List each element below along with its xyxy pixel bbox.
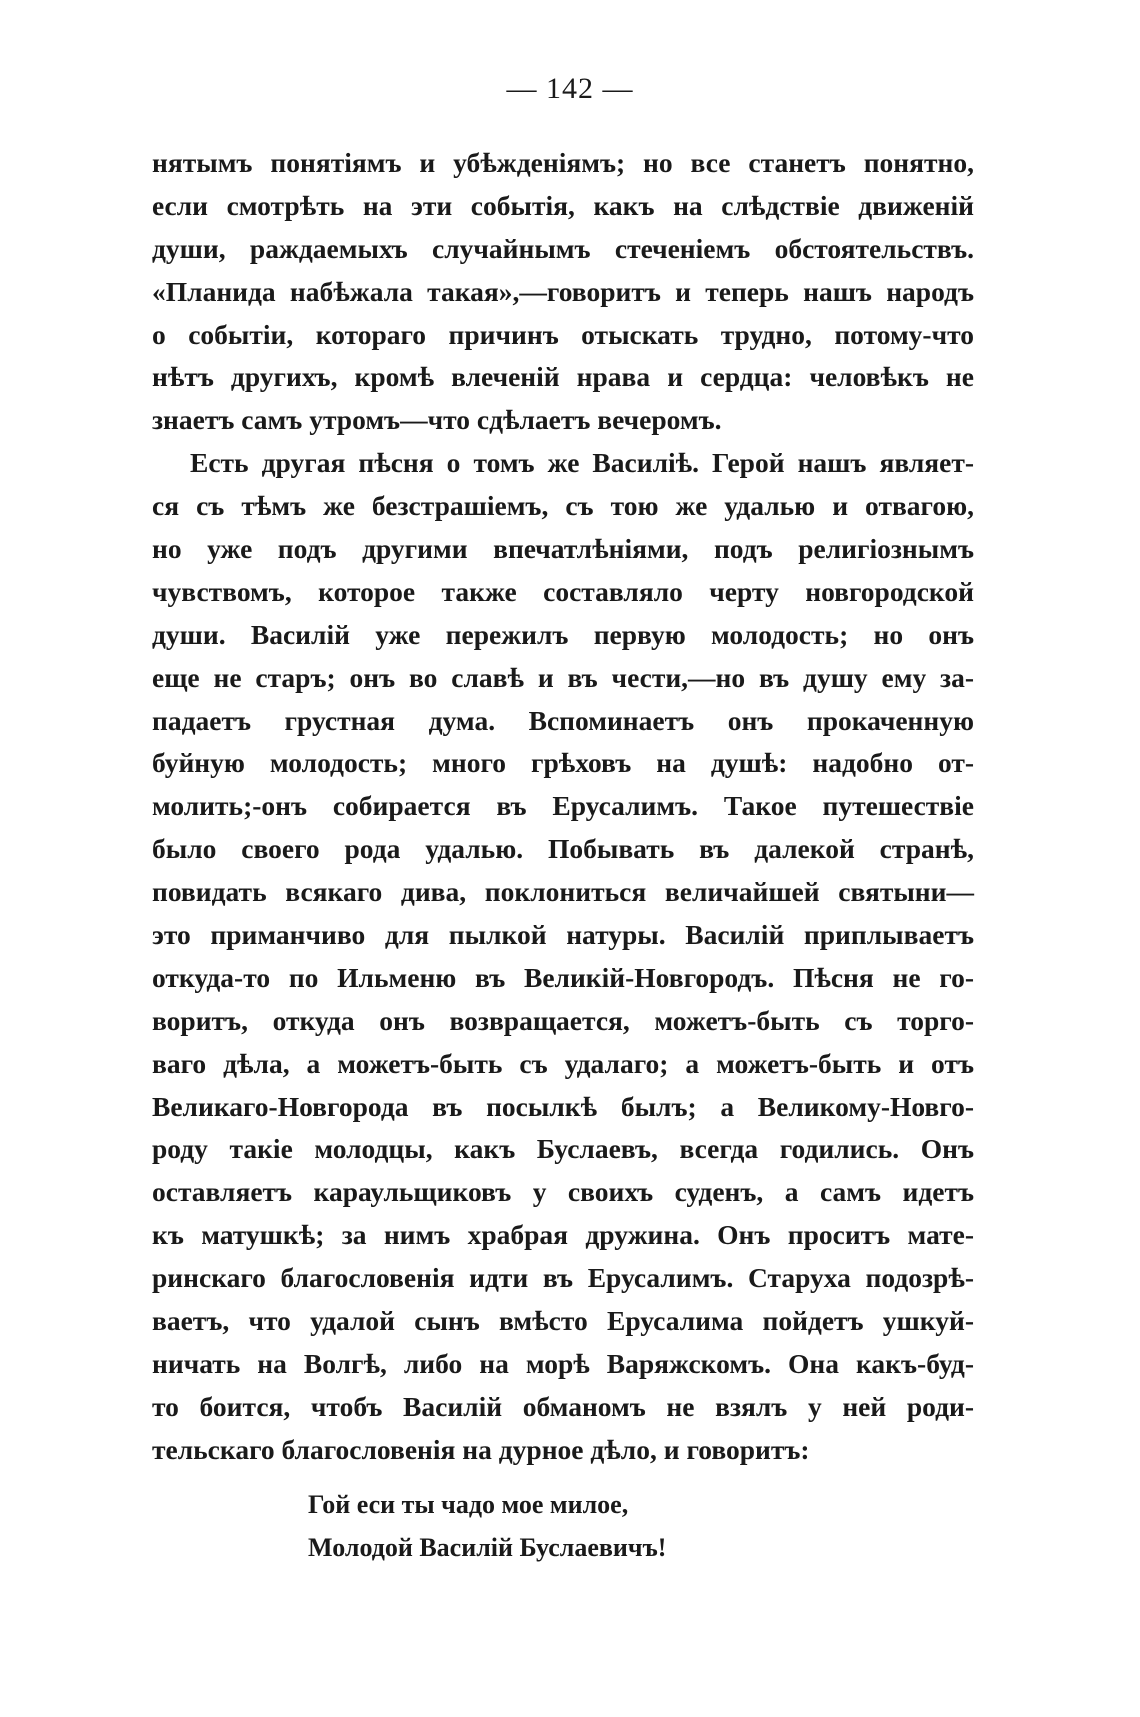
- body-text: [152, 142, 974, 1472]
- verse-line: Гой еси ты чадо мое милое,: [308, 1490, 629, 1519]
- page-number: — 142 —: [506, 72, 634, 105]
- text-line: если смотрѣть на эти событія, какъ на слѣдствіе движеній: [152, 189, 974, 221]
- text-line: ничать на Волгѣ, либо на морѣ Варяжскомъ. Она какъ-буд-: [152, 1347, 974, 1379]
- paragraph-2: [152, 442, 974, 1471]
- text-line: буйную молодость; много грѣховъ на душѣ: надобно от-: [152, 747, 974, 779]
- text-line: ся съ тѣмъ же безстрашіемъ, съ тою же удалью и отвагою,: [152, 490, 974, 522]
- text-line: къ матушкѣ; за нимъ храбрая дружина. Онъ проситъ мате-: [152, 1219, 974, 1251]
- text-line: повидать всякаго дива, поклониться величайшей святыни—: [152, 876, 974, 908]
- text-line: Великаго-Новгорода въ посылкѣ былъ; а Великому-Новго-: [152, 1090, 974, 1122]
- text-line: воритъ, откуда онъ возвращается, можетъ-быть съ торго-: [152, 1004, 974, 1036]
- text-line: но уже подъ другими впечатлѣніями, подъ религіознымъ: [152, 533, 974, 565]
- verse-quote: [308, 1483, 666, 1569]
- text-line: чувствомъ, которое также составляло черту новгородской: [152, 575, 974, 607]
- text-line: нѣтъ другихъ, кромѣ влеченій нрава и сердца: человѣкъ не: [152, 361, 974, 393]
- text-line: то боится, чтобъ Василій обманомъ не взялъ у ней роди-: [152, 1390, 974, 1422]
- text-line: падаетъ грустная дума. Вспоминаетъ онъ прокаченную: [152, 704, 974, 736]
- text-line: нятымъ понятіямъ и убѣжденіямъ; но все станетъ понятно,: [152, 147, 974, 178]
- text-line: Есть другая пѣсня о томъ же Василіѣ. Герой нашъ являет-: [190, 447, 974, 479]
- text-line: ваетъ, что удалой сынъ вмѣсто Ерусалима пойдетъ ушкуй-: [152, 1305, 974, 1337]
- text-line: еще не старъ; онъ во славѣ и въ чести,—но въ душу ему за-: [152, 661, 974, 693]
- text-line: было своего рода удалью. Побывать въ далекой странѣ,: [152, 833, 974, 865]
- text-line: это приманчиво для пылкой натуры. Василій приплываетъ: [152, 919, 974, 951]
- text-line: ваго дѣла, а можетъ-быть съ удалаго; а можетъ-быть и отъ: [152, 1047, 974, 1079]
- verse-line: Молодой Василій Буслаевичъ!: [308, 1533, 667, 1562]
- text-line: роду такіе молодцы, какъ Буслаевъ, всегда годились. Онъ: [152, 1133, 974, 1165]
- text-line: «Планида набѣжала такая»,—говоритъ и теперь нашъ народъ: [152, 275, 974, 307]
- text-line: души. Василій уже пережилъ первую молодость; но онъ: [152, 618, 974, 650]
- text-line: ринскаго благословенія идти въ Ерусалимъ. Старуха подозрѣ-: [152, 1262, 974, 1294]
- paragraph-1: [152, 142, 974, 442]
- text-line: знаетъ самъ утромъ—что сдѣлаетъ вечеромъ.: [152, 404, 722, 436]
- text-line: о событіи, котораго причинъ отыскать трудно, потому-что: [152, 318, 974, 350]
- text-line: тельскаго благословенія на дурное дѣло, и говоритъ:: [152, 1433, 810, 1465]
- text-line: откуда-то по Ильменю въ Великій-Новгородъ. Пѣсня не го-: [152, 961, 974, 993]
- text-line: молить;-онъ собирается въ Ерусалимъ. Такое путешествіе: [152, 790, 974, 822]
- text-line: оставляетъ караульщиковъ у своихъ суденъ, а самъ идетъ: [152, 1176, 974, 1208]
- text-line: души, раждаемыхъ случайнымъ стеченіемъ обстоятельствъ.: [152, 232, 974, 264]
